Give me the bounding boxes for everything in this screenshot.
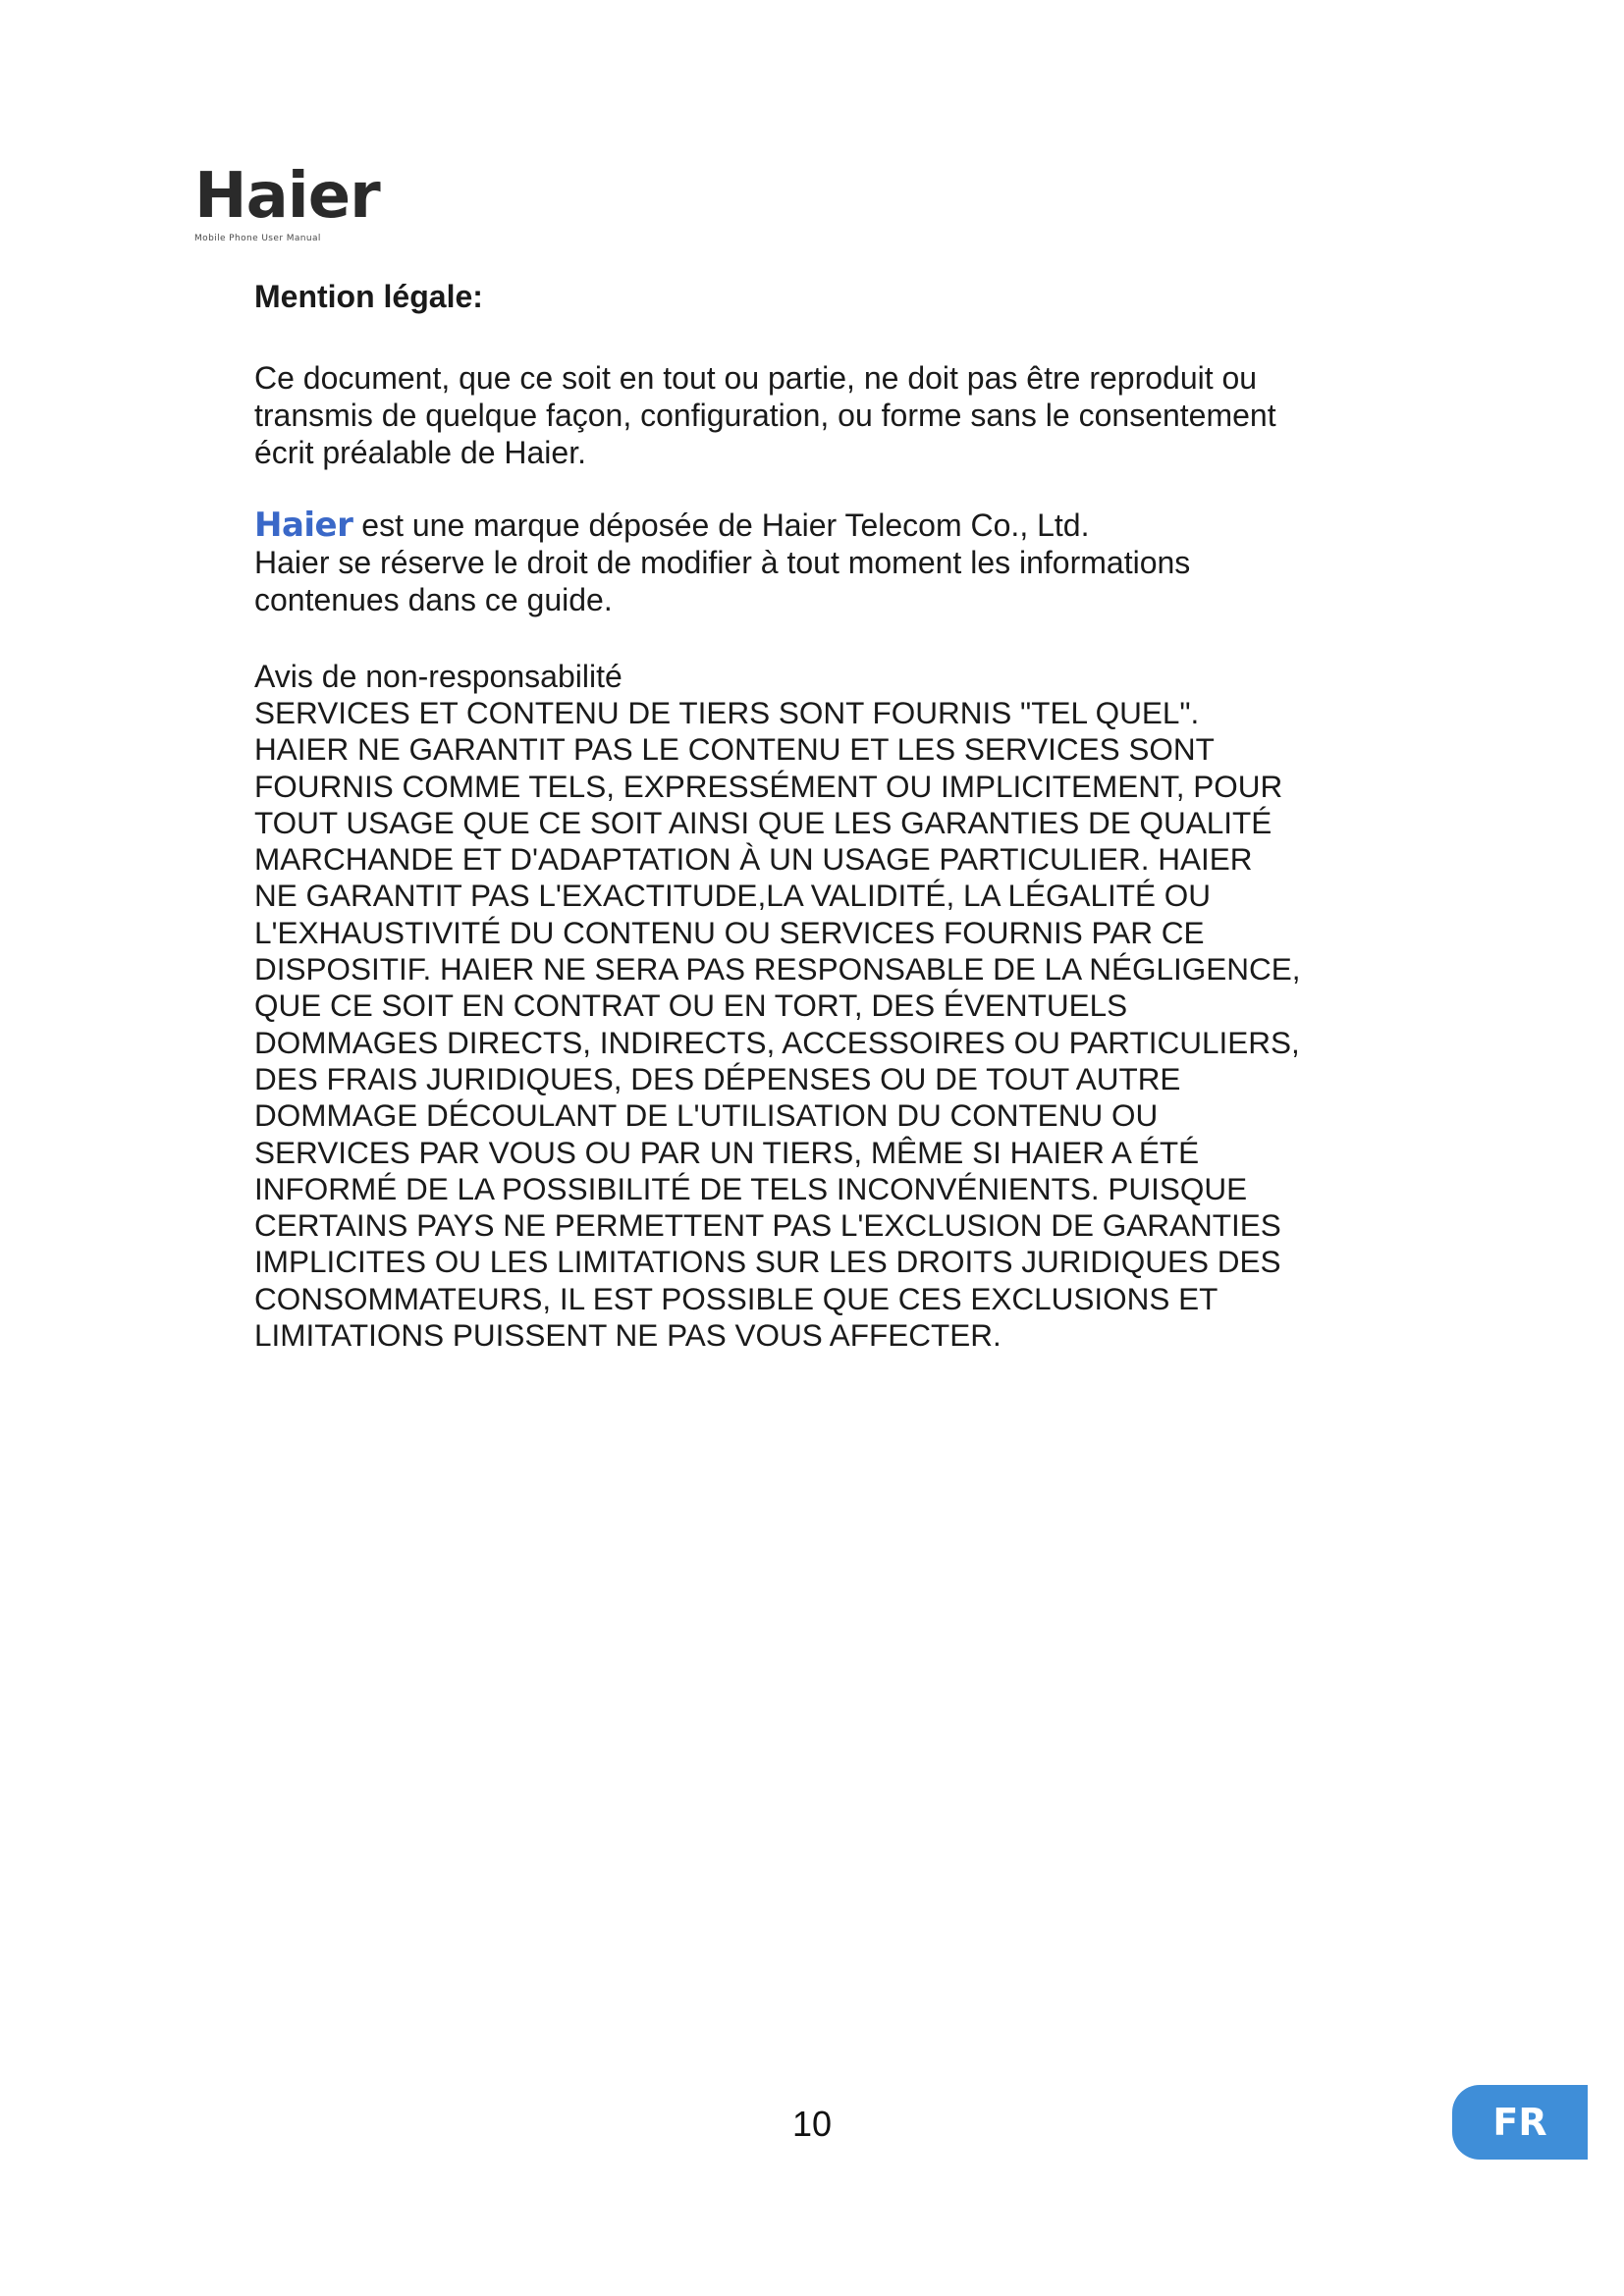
legal-notice [254,275,1374,1354]
trademark-paragraph [254,507,1374,618]
disclaimer-title: Avis de non-responsabilité [254,659,623,694]
logo-wordmark: Haier [194,160,380,233]
rights-text: Haier se réserve le droit de modifier à tout moment les informations contenues dans ce guide. [254,545,1191,617]
disclaimer-body: SERVICES ET CONTENU DE TIERS SONT FOURNIS "TEL QUEL". HAIER NE GARANTIT PAS LE CONTENU ET LES SERVICES SONT FOURNIS COMME TELS, EXPRESSÉMENT OU IMPLICITEMENT, POUR TOUT USAGE QUE CE SOIT AINSI QUE LES GARANTIES DE QUALITÉ MARCHANDE ET D'ADAPTATION À UN USAGE PARTICULIER. HAIER NE GARANTIT PAS L'EXACTITUDE,LA VALIDITÉ, LA LÉGALITÉ OU L'EXHAUSTIVITÉ DU CONTENU OU SERVICES FOURNIS PAR CE DISPOSITIF. HAIER NE SERA PAS RESPONSABLE DE LA NÉGLIGENCE, QUE CE SOIT EN CONTRAT OU EN TORT, DES ÉVENTUELS DOMMAGES DIRECTS, INDIRECTS, ACCESSOIRES OU PARTICULIERS, DES FRAIS JURIDIQUES, DES DÉPENSES OU DE TOUT AUTRE DOMMAGE DÉCOULANT DE L'UTILISATION DU CONTENU OU SERVICES PAR VOUS OU PAR UN TIERS, MÊME SI HAIER A ÉTÉ INFORMÉ DE LA POSSIBILITÉ DE TELS INCONVÉNIENTS. PUISQUE CERTAINS PAYS NE PERMETTENT PAS L'EXCLUSION DE GARANTIES IMPLICITES OU LES LIMITATIONS SUR LES DROITS JURIDIQUES DES CONSOMMATEURS, IL EST POSSIBLE QUE CES EXCLUSIONS ET LIMITATIONS PUISSENT NE PAS VOUS AFFECTER. [254,695,1301,1354]
copyright-paragraph: Ce document, que ce soit en tout ou partie, ne doit pas être reproduit ou transmis de quelque façon, configuration, ou forme sans le consentement écrit préalable de Haier. [254,360,1276,470]
language-badge: FR [1452,2085,1588,2160]
brand-logo [194,160,380,243]
trademark-text: est une marque déposée de Haier Telecom Co., Ltd. [352,507,1090,543]
page-title: Mention légale: [254,279,483,314]
logo-tagline: Mobile Phone User Manual [194,234,321,243]
page-number: 10 [791,2104,833,2144]
inline-brand-logo: Haier [254,506,353,545]
